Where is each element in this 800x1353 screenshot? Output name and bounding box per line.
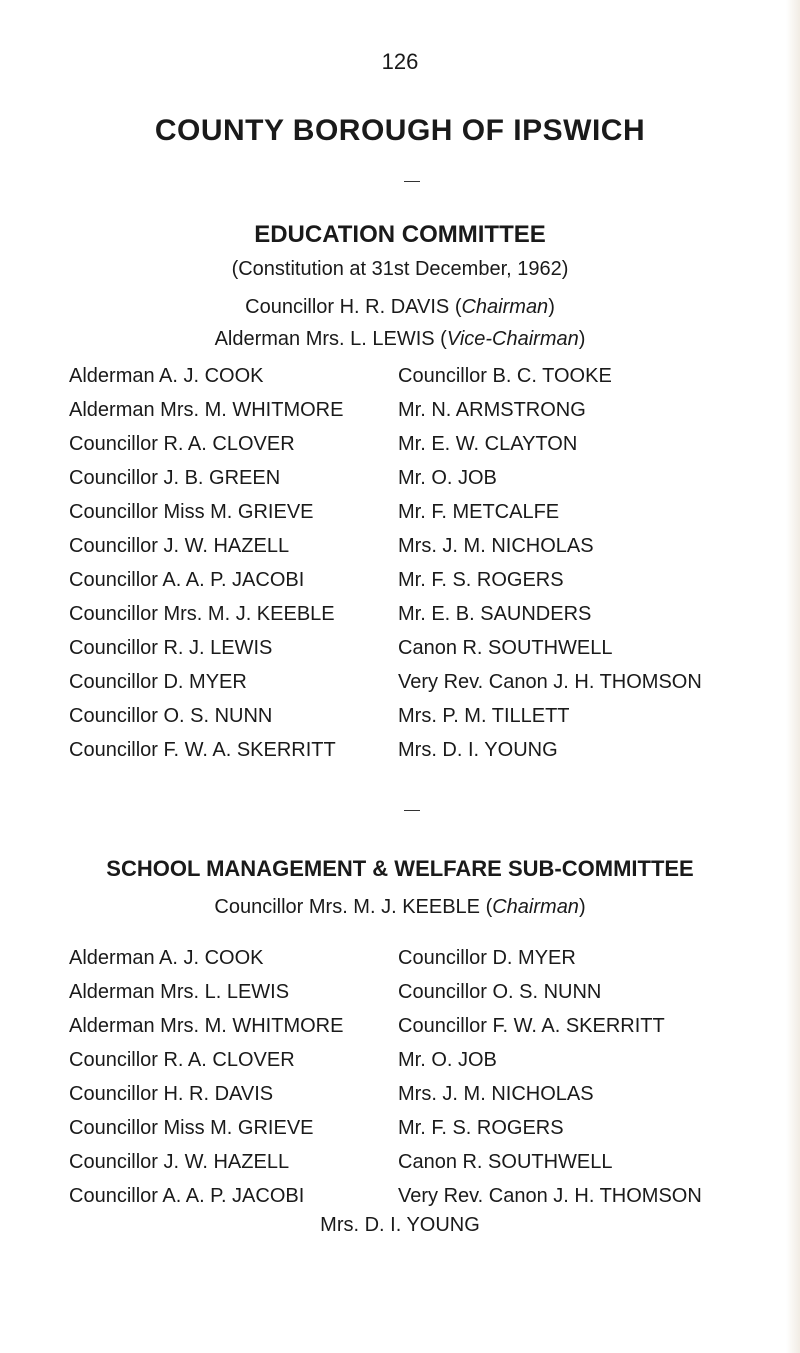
member-entry: Councillor J. B. GREEN xyxy=(69,467,281,489)
member-entry: Councillor A. A. P. JACOBI xyxy=(69,569,305,591)
member-entry: Mr. F. METCALFE xyxy=(398,501,560,523)
member-entry: Canon R. SOUTHWELL xyxy=(398,1151,613,1173)
member-entry: Councillor Mrs. M. J. KEEBLE xyxy=(69,603,335,625)
education-committee-members-left xyxy=(69,359,343,767)
member-entry: Councillor J. W. HAZELL xyxy=(69,535,290,557)
sub-committee-members-left xyxy=(69,941,343,1213)
member-entry: Mrs. J. M. NICHOLAS xyxy=(398,1083,594,1105)
member-entry: Alderman A. J. COOK xyxy=(69,947,264,969)
member-entry: Councillor O. S. NUNN xyxy=(69,705,273,727)
member-entry: Mr. E. B. SAUNDERS xyxy=(398,603,592,625)
member-entry: Councillor F. W. A. SKERRITT xyxy=(398,1015,665,1037)
vice-chairman-name: Alderman Mrs. L. LEWIS xyxy=(214,328,435,350)
member-entry: Councillor F. W. A. SKERRITT xyxy=(69,739,336,761)
separator-dash xyxy=(404,810,420,811)
sub-committee-chairman: Councillor Mrs. M. J. KEEBLE (Chairman) xyxy=(214,896,586,918)
member-entry: Mr. O. JOB xyxy=(398,1049,497,1071)
member-entry: Councillor Miss M. GRIEVE xyxy=(69,501,314,523)
education-committee-heading: EDUCATION COMMITTEE xyxy=(254,221,546,248)
constitution-date-note: (Constitution at 31st December, 1962) xyxy=(231,258,569,280)
member-entry: Councillor D. MYER xyxy=(398,947,576,969)
chairman-name: Councillor H. R. DAVIS xyxy=(245,296,450,318)
member-entry: Councillor R. J. LEWIS xyxy=(69,637,273,659)
member-entry: Mrs. P. M. TILLETT xyxy=(398,705,570,727)
member-entry: Councillor A. A. P. JACOBI xyxy=(69,1185,305,1207)
sub-committee-heading: SCHOOL MANAGEMENT & WELFARE SUB-COMMITTEE xyxy=(106,856,694,881)
member-entry: Canon R. SOUTHWELL xyxy=(398,637,613,659)
member-entry: Councillor D. MYER xyxy=(69,671,247,693)
member-entry: Very Rev. Canon J. H. THOMSON xyxy=(398,1185,702,1207)
member-entry: Councillor Miss M. GRIEVE xyxy=(69,1117,314,1139)
member-entry: Alderman Mrs. M. WHITMORE xyxy=(69,399,344,421)
member-entry: Councillor O. S. NUNN xyxy=(398,981,602,1003)
member-entry: Councillor J. W. HAZELL xyxy=(69,1151,290,1173)
member-entry: Alderman Mrs. L. LEWIS xyxy=(69,981,290,1003)
member-entry: Mr. F. S. ROGERS xyxy=(398,569,564,591)
sub-committee-members-right xyxy=(398,941,702,1213)
member-entry: Councillor B. C. TOOKE xyxy=(398,365,612,387)
member-entry: Councillor R. A. CLOVER xyxy=(69,433,295,455)
member-entry: Very Rev. Canon J. H. THOMSON xyxy=(398,671,702,693)
member-entry: Mr. N. ARMSTRONG xyxy=(398,399,586,421)
sub-chairman-name: Councillor Mrs. M. J. KEEBLE xyxy=(214,896,481,918)
committee-chairman: Councillor H. R. DAVIS (Chairman) xyxy=(245,296,555,318)
member-entry: Alderman Mrs. M. WHITMORE xyxy=(69,1015,344,1037)
page-title: COUNTY BOROUGH OF IPSWICH xyxy=(154,114,646,147)
member-entry: Mr. E. W. CLAYTON xyxy=(398,433,578,455)
member-entry: Councillor H. R. DAVIS xyxy=(69,1083,274,1105)
committee-vice-chairman: Alderman Mrs. L. LEWIS (Vice-Chairman) xyxy=(214,328,586,350)
member-entry: Alderman A. J. COOK xyxy=(69,365,264,387)
sub-committee-last-member: Mrs. D. I. YOUNG xyxy=(320,1214,480,1236)
member-entry: Mr. F. S. ROGERS xyxy=(398,1117,564,1139)
page-edge-shading xyxy=(786,0,800,1353)
education-committee-members-right xyxy=(398,359,702,767)
page-number: 126 xyxy=(381,49,419,74)
chairman-role: Chairman xyxy=(461,296,549,318)
member-entry: Mr. O. JOB xyxy=(398,467,497,489)
separator-dash xyxy=(404,181,420,182)
member-entry: Councillor R. A. CLOVER xyxy=(69,1049,295,1071)
sub-chairman-role: Chairman xyxy=(492,896,579,918)
vice-chairman-role: Vice-Chairman xyxy=(446,328,579,350)
member-entry: Mrs. J. M. NICHOLAS xyxy=(398,535,594,557)
member-entry: Mrs. D. I. YOUNG xyxy=(398,739,558,761)
